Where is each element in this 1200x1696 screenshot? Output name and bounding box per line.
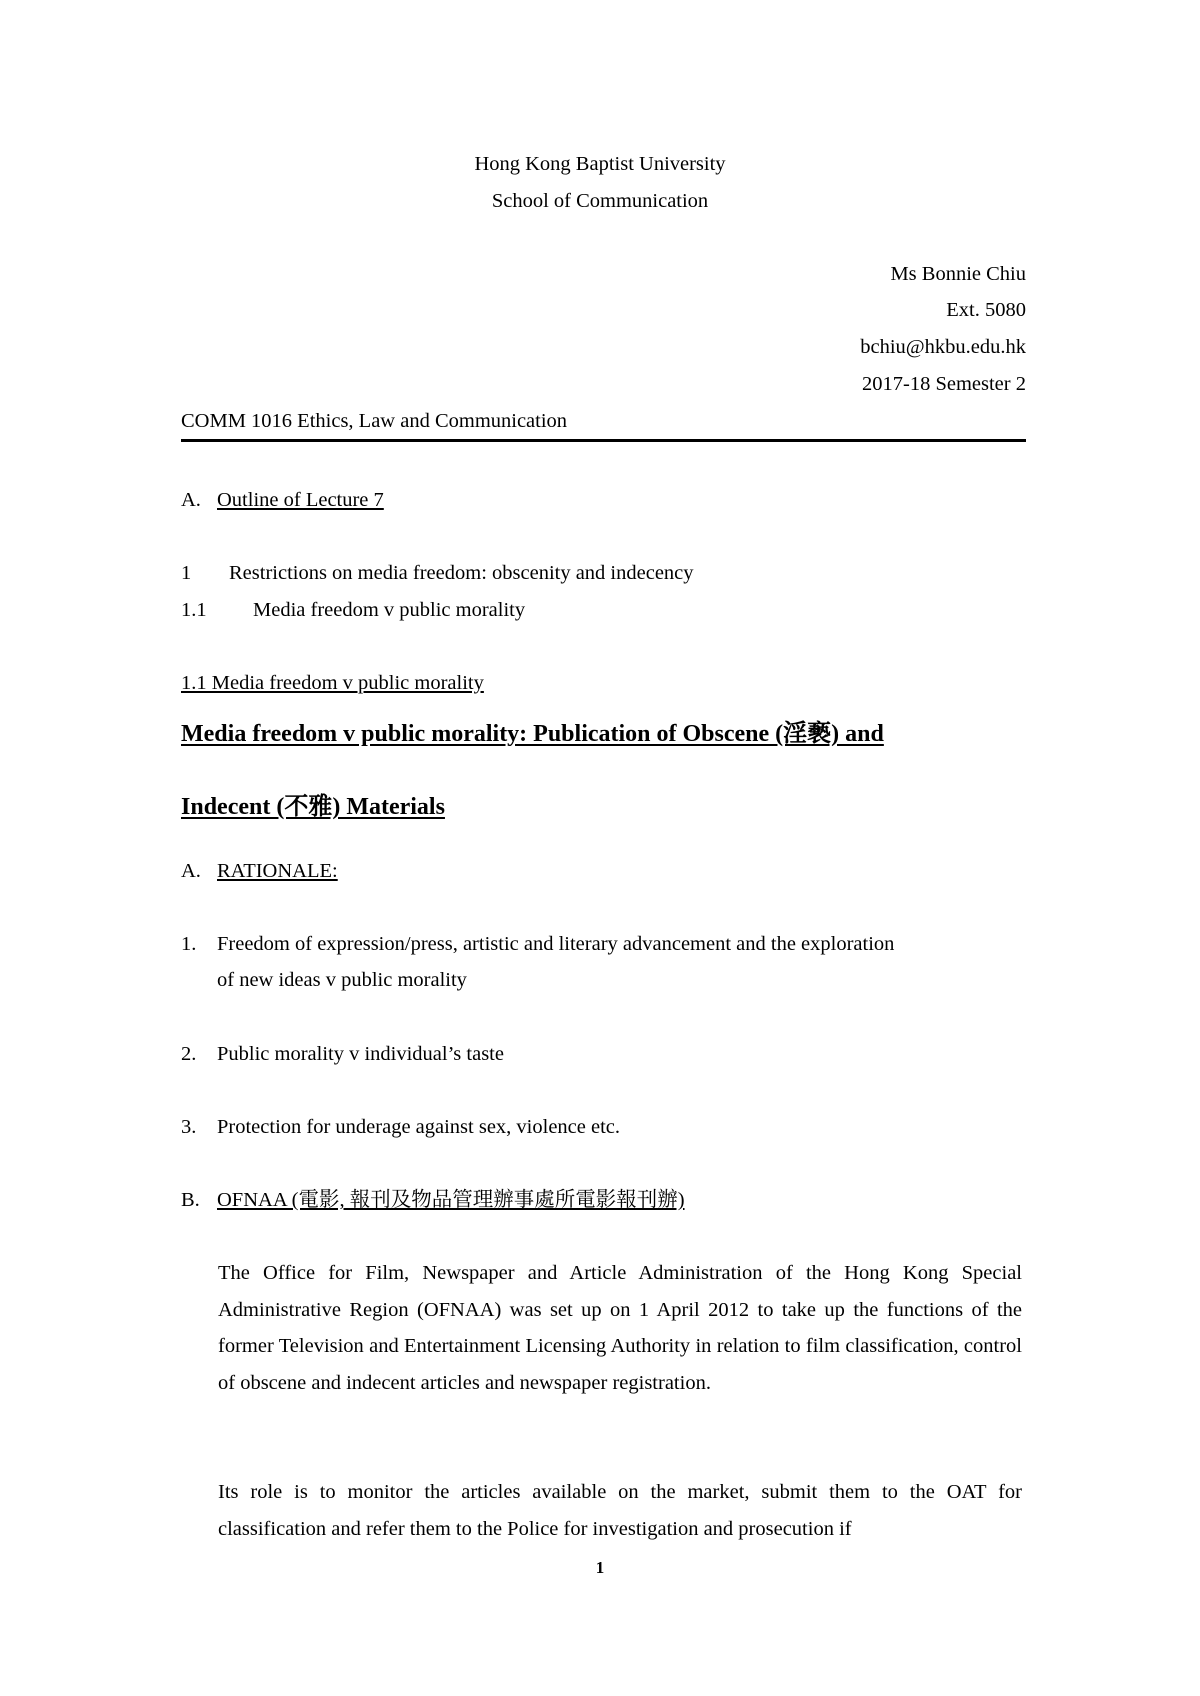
outline-item-number: 1 (181, 562, 192, 584)
outline-item-text: Media freedom v public morality (253, 599, 526, 621)
outline-item (181, 592, 525, 628)
rationale-item (181, 1036, 504, 1072)
rationale-item (181, 926, 894, 962)
semester: 2017-18 Semester 2 (862, 373, 1026, 395)
rationale-item-continuation: of new ideas v public morality (217, 969, 467, 991)
section-heading-line2: Indecent (不雅) Materials (181, 794, 445, 820)
outline-item-text: Restrictions on media freedom: obscenity and indecency (229, 562, 694, 584)
university-name: Hong Kong Baptist University (474, 153, 726, 175)
rationale-item (181, 1109, 620, 1145)
rationale-item-text: Protection for underage against sex, violence etc. (217, 1116, 621, 1138)
section-heading-line1: Media freedom v public morality: Publication of Obscene (淫褻) and (181, 721, 884, 747)
rationale-item-number: 1. (181, 933, 197, 955)
outline-item-number: 1.1 (181, 599, 207, 621)
outline-heading (181, 482, 384, 518)
rationale-item-number: 3. (181, 1116, 197, 1138)
ofnaa-title: OFNAA (電影, 報刊及物品管理辦事處所電影報刊辦) (217, 1189, 685, 1211)
ofnaa-paragraph-2: Its role is to monitor the articles available on the market, submit them to the OAT for classification and refer them to the Police for investigation and prosecution if (218, 1481, 1022, 1540)
ofnaa-heading (181, 1182, 685, 1218)
school-name: School of Communication (491, 190, 709, 212)
rationale-label: A. (181, 860, 201, 882)
header-rule (181, 439, 1026, 442)
outline-label: A. (181, 489, 201, 511)
lecturer-extension: Ext. 5080 (946, 299, 1026, 321)
page-number: 1 (595, 1558, 605, 1577)
rationale-title: RATIONALE: (217, 860, 338, 882)
outline-item (181, 555, 694, 591)
lecturer-email: bchiu@hkbu.edu.hk (860, 336, 1026, 358)
course-title: COMM 1016 Ethics, Law and Communication (181, 410, 568, 432)
section-subtitle: 1.1 Media freedom v public morality (181, 672, 484, 694)
rationale-heading (181, 853, 338, 889)
outline-title: Outline of Lecture 7 (217, 489, 384, 511)
rationale-item-text: Public morality v individual’s taste (217, 1043, 504, 1065)
rationale-item-text: Freedom of expression/press, artistic and literary advancement and the exploration (217, 933, 895, 955)
lecturer-name: Ms Bonnie Chiu (890, 263, 1026, 285)
rationale-item-number: 2. (181, 1043, 197, 1065)
ofnaa-label: B. (181, 1189, 200, 1211)
ofnaa-paragraph-1: The Office for Film, Newspaper and Article Administration of the Hong Kong Special Administrative Region (OFNAA) was set up on 1 April 2012 to take up the functions of the former Television and Entertainment Licensing Authority in relation to film classification, control of obscene and indecent articles and newspaper registration. (218, 1262, 1022, 1394)
